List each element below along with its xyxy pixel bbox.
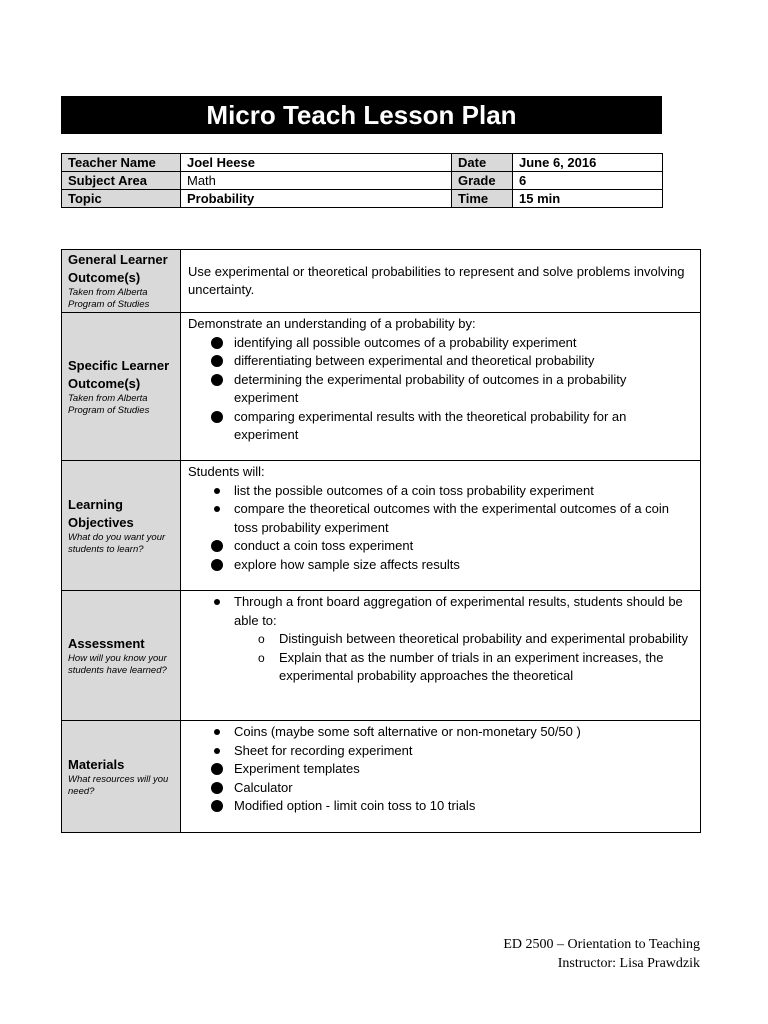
materials-content [181, 721, 701, 833]
table-row [62, 154, 663, 172]
bullet-icon [211, 411, 223, 423]
slo-row [62, 313, 701, 461]
list-item: differentiating between experimental and theoretical probability [188, 352, 693, 371]
list-item: list the possible outcomes of a coin toss probability experiment [188, 482, 693, 501]
table-row [62, 172, 663, 190]
materials-title: Materials [68, 756, 125, 772]
objectives-header [62, 461, 181, 591]
time-label: Time [452, 190, 513, 208]
topic-label: Topic [62, 190, 181, 208]
bullet-icon [214, 729, 220, 735]
glo-row [62, 250, 701, 313]
bullet-icon [211, 763, 223, 775]
list-item: conduct a coin toss experiment [188, 537, 693, 556]
circle-bullet-icon: o [258, 650, 265, 665]
slo-intro: Demonstrate an understanding of a probability by: [188, 316, 476, 331]
assessment-list [188, 593, 693, 630]
list-item: explore how sample size affects results [188, 556, 693, 575]
glo-title: General Learner Outcome(s) [68, 252, 168, 285]
circle-bullet-icon: o [258, 632, 265, 646]
list-item: comparing experimental results with the theoretical probability for an experiment [188, 408, 693, 445]
bullet-icon [211, 800, 223, 812]
list-item: Through a front board aggregation of experimental results, students should be able to: [188, 593, 693, 630]
glo-subtitle: Taken from Alberta Program of Studies [68, 287, 150, 310]
list-item: determining the experimental probability of outcomes in a probability experiment [188, 371, 693, 408]
objectives-title: Learning Objectives [68, 496, 134, 530]
table-row [62, 190, 663, 208]
objectives-subtitle: What do you want your students to learn? [68, 531, 166, 555]
slo-header [62, 313, 181, 461]
subject-area-label: Subject Area [62, 172, 181, 190]
bullet-icon [211, 540, 223, 552]
materials-header [62, 721, 181, 833]
course-name: ED 2500 – Orientation to Teaching [503, 937, 700, 952]
objectives-intro: Students will: [188, 464, 265, 479]
list-item: compare the theoretical outcomes with the experimental outcomes of a coin toss probability experiment [188, 500, 693, 537]
bullet-icon [214, 599, 220, 605]
materials-list [188, 723, 693, 816]
objectives-list [188, 482, 693, 575]
grade-value: 6 [513, 172, 663, 190]
list-item: Modified option - limit coin toss to 10 trials [188, 797, 693, 816]
lesson-info-table [61, 153, 663, 208]
slo-title: Specific Learner Outcome(s) [68, 357, 170, 391]
teacher-name-label: Teacher Name [62, 154, 181, 172]
slo-content [181, 313, 701, 461]
assessment-subtitle: How will you know your students have learned? [68, 652, 167, 676]
assessment-sublist [188, 630, 693, 686]
time-value: 15 min [513, 190, 663, 208]
page-title: Micro Teach Lesson Plan [61, 96, 662, 134]
list-item: Coins (maybe some soft alternative or non-monetary 50/50 ) [188, 723, 693, 742]
list-item: Calculator [188, 779, 693, 798]
list-item: Experiment templates [188, 760, 693, 779]
date-value: June 6, 2016 [513, 154, 663, 172]
footer [503, 935, 700, 973]
bullet-icon [211, 337, 223, 349]
assessment-header [62, 591, 181, 721]
glo-text: Use experimental or theoretical probabilities to represent and solve problems involving uncertainty. [181, 250, 701, 313]
list-item: identifying all possible outcomes of a probability experiment [188, 334, 693, 353]
objectives-row [62, 461, 701, 591]
bullet-icon [214, 506, 220, 512]
teacher-name-value: Joel Heese [181, 154, 452, 172]
list-item: o Explain that as the number of trials in an experiment increases, the experimental probability approaches the theoretical [258, 649, 664, 683]
assessment-row [62, 591, 701, 721]
instructor-name: Instructor: Lisa Prawdzik [557, 956, 700, 971]
list-item: Sheet for recording experiment [188, 742, 693, 761]
bullet-icon [211, 355, 223, 367]
assessment-title: Assessment [68, 635, 145, 651]
grade-label: Grade [452, 172, 513, 190]
list-item: o Distinguish between theoretical probability and experimental probability [188, 630, 693, 649]
bullet-icon [211, 782, 223, 794]
subject-area-value: Math [181, 172, 452, 190]
bullet-icon [211, 374, 223, 386]
bullet-icon [214, 748, 220, 754]
date-label: Date [452, 154, 513, 172]
lesson-plan-table [61, 249, 701, 833]
slo-subtitle: Taken from Alberta Program of Studies [68, 392, 150, 416]
glo-header [62, 250, 181, 313]
materials-subtitle: What resources will you need? [68, 773, 169, 797]
slo-list [188, 334, 693, 445]
bullet-icon [211, 559, 223, 571]
topic-value: Probability [181, 190, 452, 208]
assessment-content [181, 591, 701, 721]
objectives-content [181, 461, 701, 591]
bullet-icon [214, 488, 220, 494]
materials-row [62, 721, 701, 833]
